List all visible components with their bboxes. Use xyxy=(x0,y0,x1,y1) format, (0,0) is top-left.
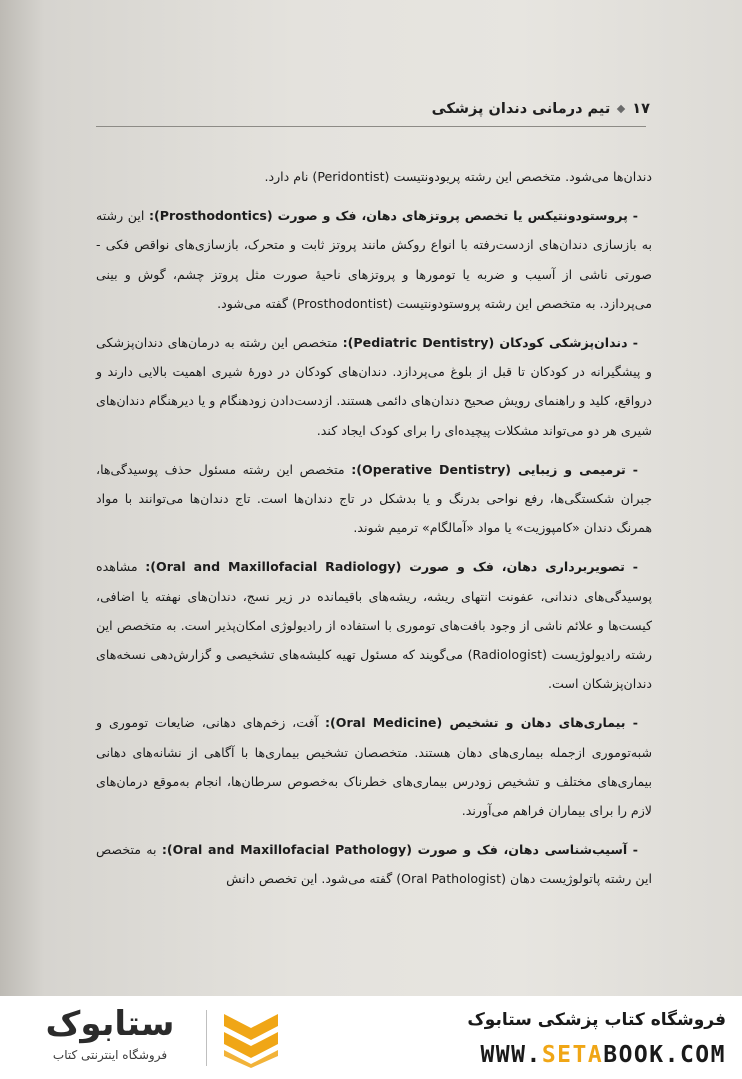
url-accent: SETA xyxy=(541,1042,604,1068)
paragraph-term: - تصویربرداری دهان، فک و صورت (Oral and Maxillofacial Radiology): xyxy=(145,559,638,575)
paragraph-text: متخصص این رشته به درمان‌های دندان‌پزشکی و پیشگیرانه در کودکان تا قبل از بلوغ می‌پردازد. دندان‌های کودکان در دورهٔ شیری اهمیت بالایی دارند و درواقع، کلید و راهنمای رویش صحیح دندان‌های دائمی هستند. ازدست‌دادن زودهنگام و یا دیرهنگام دندان‌های شیری هر دو می‌تواند مشکلات پیچیده‌ای را برای کودک ایجاد کند. xyxy=(96,335,652,438)
paragraph-text: دندان‌ها می‌شود. متخصص این رشته پریودونتیست (Peridontist) نام دارد. xyxy=(264,169,652,184)
page-number: ۱۷ xyxy=(632,101,650,117)
url-prefix: WWW. xyxy=(480,1042,542,1068)
chevron-logo-icon xyxy=(220,1008,282,1068)
paragraph xyxy=(96,552,652,698)
paragraph-term: - پروستودونتیکس یا تخصص پروتزهای دهان، فک و صورت (Prosthodontics): xyxy=(148,208,639,224)
paragraph xyxy=(96,835,652,893)
body-text xyxy=(96,162,652,904)
paragraph xyxy=(96,162,652,191)
paragraph-text: آفت، زخم‌های دهانی، ضایعات توموری و شبه‌توموری ازجمله بیماری‌های دهان هستند. متخصصان تشخیص بیماری‌ها با آگاهی از نشانه‌های دهانی بیماری‌های مختلف و تشخیص زودرس بیماری‌های خطرناک به‌خصوص سرطان‌ها، انجام به‌موقع درمان‌های لازم را برای بیماران فراهم می‌آورند. xyxy=(96,715,652,819)
paragraph-text: متخصص این رشته مسئول حذف پوسیدگی‌ها، جبران شکستگی‌ها، رفع نواحی بدرنگ و یا بدشکل در تاج دندان‌ها است. تاج دندان‌ها می‌توانند با مواد همرنگ دندان «کامپوزیت» یا مواد «آمالگام» ترمیم شوند. xyxy=(96,461,652,536)
paragraph-term: - بیماری‌های دهان و تشخیص (Oral Medicine): xyxy=(325,715,638,731)
paragraph xyxy=(96,328,652,445)
url-suffix: BOOK.COM xyxy=(603,1042,726,1068)
paragraph-term: - آسیب‌شناسی دهان، فک و صورت (Oral and Maxillofacial Pathology): xyxy=(161,842,639,858)
store-logo-wordmark: ستابوک xyxy=(45,1004,175,1044)
store-logo-tagline: فروشگاه اینترنتی کتاب xyxy=(52,1048,168,1062)
paragraph xyxy=(96,455,652,543)
diamond-ornament-icon xyxy=(617,105,625,113)
paragraph xyxy=(96,708,652,825)
header-rule xyxy=(96,126,646,127)
paragraph-text: این رشته به بازسازی دندان‌های ازدست‌رفته با انواع روکش مانند پروتز ثابت و متحرک، بازسازی‌های نواقص فکی - صورتی ناشی از آسیب و ضربه یا تومورها و پروتزهای ناحیهٔ صورت مثل پروتز چشم، گوش و بینی می‌پردازد. به متخصص این رشته پروستودونتیست (Prosthodontist) گفته می‌شود. xyxy=(96,208,652,311)
paragraph-term: - ترمیمی و زیبایی (Operative Dentistry): xyxy=(351,461,638,477)
paragraph xyxy=(96,201,652,318)
running-title: تیم درمانی دندان پزشکی xyxy=(431,101,611,117)
paragraph-text: مشاهده پوسیدگی‌های دندانی، عفونت انتهای ریشه، ریشه‌های باقیمانده در زیر نسج، دندان‌های نهفته یا اضافی، کیست‌ها و علائم ناشی از وجود بافت‌های توموری با استفاده از رادیولوژی امکان‌پذیر است. به متخصص این رشته رادیولوژیست (Radiologist) می‌گویند که مسئول تهیه کلیشه‌های تشخیصی و گزارش‌دهی نسخه‌های دندان‌پزشکان است. xyxy=(96,559,652,692)
store-url[interactable] xyxy=(480,1042,726,1068)
paragraph-term: - دندان‌پزشکی کودکان (Pediatric Dentistry): xyxy=(342,335,638,351)
paragraph-text: به متخصص این رشته پاتولوژیست دهان (Oral Pathologist) گفته می‌شود. این تخصص دانش xyxy=(96,842,652,887)
store-name: فروشگاه کتاب پزشکی ستابوک xyxy=(467,1010,726,1030)
watermark-footer xyxy=(0,996,742,1079)
running-header xyxy=(96,96,650,122)
logo-divider xyxy=(206,1010,207,1066)
